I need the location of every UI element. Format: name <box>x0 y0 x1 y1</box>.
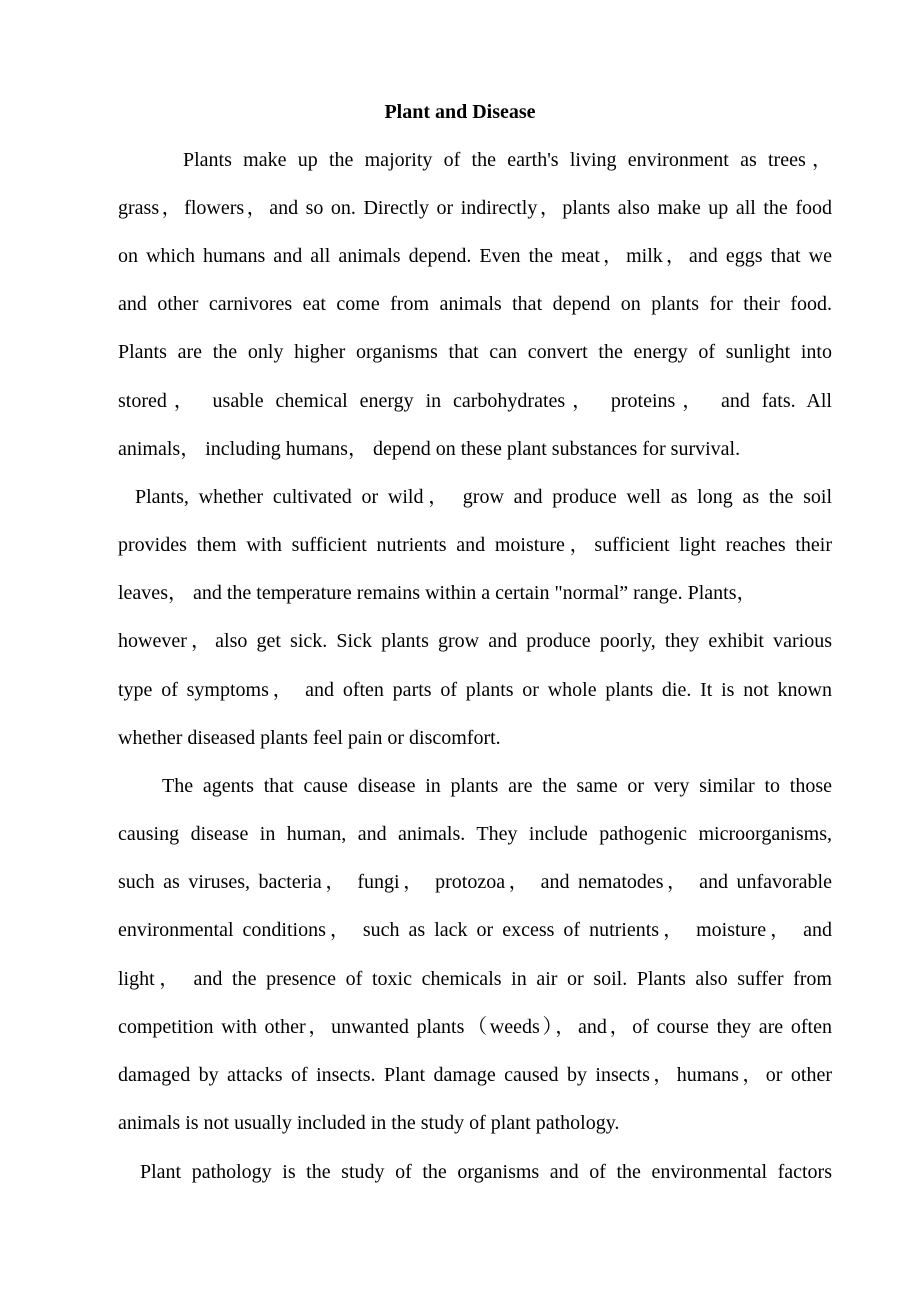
paragraph-1-line-5: Plants are the only higher organisms that can convert the energy of sunlight into <box>118 341 832 363</box>
paragraph-2-line-4: however，also get sick. Sick plants grow and produce poorly, they exhibit various <box>118 630 832 652</box>
paragraph-1-line-2: grass，flowers，and so on. Directly or indirectly，plants also make up all the food <box>118 197 832 219</box>
paragraph-3-line-7: damaged by attacks of insects. Plant damage caused by insects，humans，or other <box>118 1064 832 1086</box>
paragraph-3-line-3: such as viruses, bacteria， fungi， protozoa， and nematodes， and unfavorable <box>118 871 832 893</box>
paragraph-3-line-1: The agents that cause disease in plants are the same or very similar to those <box>162 775 832 797</box>
paragraph-1-line-6: stored， usable chemical energy in carbohydrates， proteins， and fats. All <box>118 390 832 412</box>
paragraph-3-line-4: environmental conditions， such as lack or excess of nutrients， moisture， and <box>118 919 832 941</box>
paragraph-1-line-7: animals， including humans， depend on these plant substances for survival. <box>118 438 741 460</box>
document-title: Plant and Disease <box>384 101 536 123</box>
paragraph-2-line-3: leaves， and the temperature remains within a certain "normal” range. Plants， <box>118 582 757 604</box>
paragraph-3-line-2: causing disease in human, and animals. They include pathogenic microorganisms, <box>118 823 832 845</box>
paragraph-1-line-3: on which humans and all animals depend. Even the meat，milk，and eggs that we <box>118 245 832 267</box>
paragraph-2-line-2: provides them with sufficient nutrients and moisture，sufficient light reaches their <box>118 534 832 556</box>
paragraph-1-line-1: Plants make up the majority of the earth's living environment as trees， <box>183 149 832 171</box>
paragraph-2-line-1: Plants, whether cultivated or wild， grow and produce well as long as the soil <box>135 486 832 508</box>
paragraph-4-line-1: Plant pathology is the study of the organisms and of the environmental factors <box>140 1161 832 1183</box>
paragraph-2-line-5: type of symptoms， and often parts of plants or whole plants die. It is not known <box>118 679 832 701</box>
paragraph-3-line-6: competition with other，unwanted plants（weeds），and，of course they are often <box>118 1016 832 1038</box>
paragraph-1-line-4: and other carnivores eat come from animals that depend on plants for their food. <box>118 293 832 315</box>
paragraph-3-line-8: animals is not usually included in the study of plant pathology. <box>118 1112 620 1134</box>
paragraph-2-line-6: whether diseased plants feel pain or discomfort. <box>118 727 501 749</box>
paragraph-3-line-5: light， and the presence of toxic chemicals in air or soil. Plants also suffer from <box>118 968 832 990</box>
